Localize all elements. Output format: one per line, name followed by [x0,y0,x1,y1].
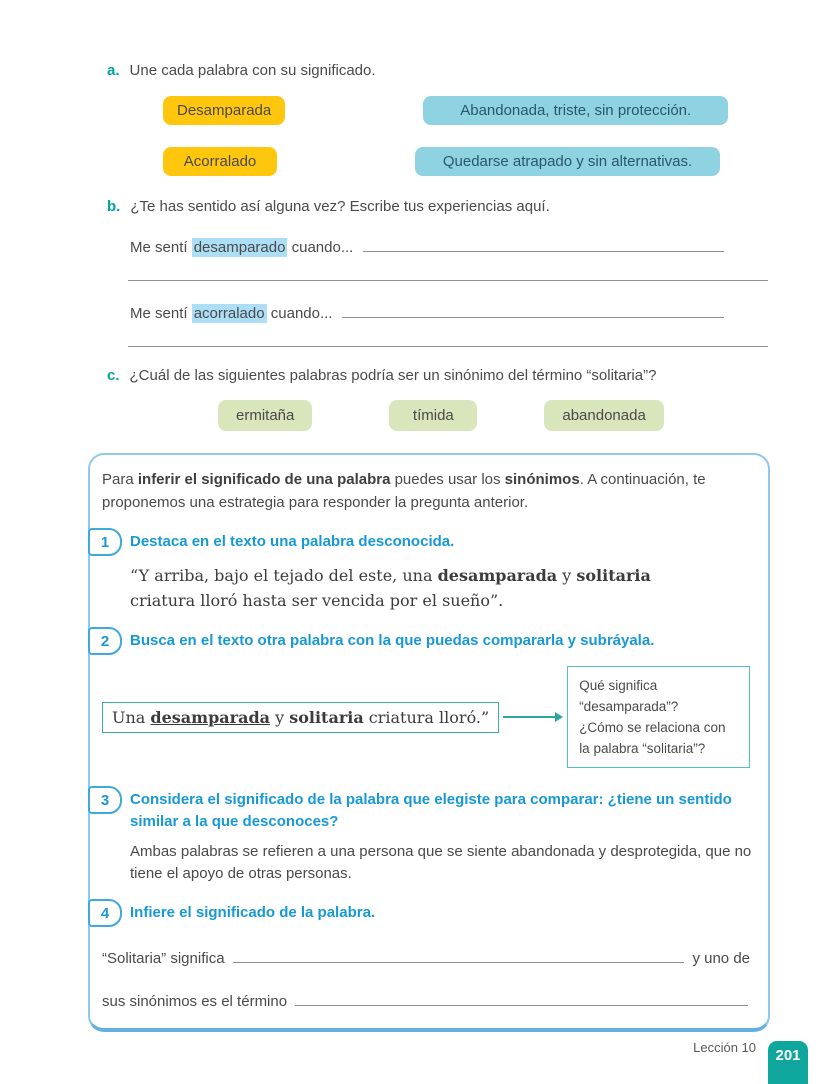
answer-line-1b[interactable] [128,280,768,281]
match-row-2 [163,147,770,176]
section-c [107,367,770,431]
step-2 [102,630,750,652]
excerpt-p5: criatura lloró.” [363,707,490,727]
fill-2-pre: sus sinónimos es el término [102,993,288,1010]
fill-1-pre: “Solitaria” significa [102,950,225,967]
excerpt-p3: y [270,707,290,727]
step-3-body: Ambas palabras se refieren a una persona que se siente abandonada y desprotegida, que no tiene el apoyo de otras personas. [130,843,752,882]
step-1-badge [88,528,122,556]
section-a [107,0,770,176]
intro-p3: puedes usar los [390,471,505,488]
sentence-starter-1 [130,239,353,256]
excerpt-underlined-desamparada: desamparada [150,707,270,727]
option-timida[interactable]: tímida [389,400,477,431]
question-line-1: Qué significa “desamparada”? [579,678,679,714]
answer-line-2[interactable] [342,317,724,318]
word-chip-acorralado[interactable]: Acorralado [163,147,277,176]
arrow-shaft [503,716,555,718]
question-line-3: la palabra “solitaria”? [579,741,706,756]
section-b-letter: b. [107,198,121,215]
right-arrow-icon [503,712,563,722]
question-line-2: ¿Cómo se relaciona con [579,720,726,735]
step-2-badge [88,627,122,655]
matching-exercise [163,96,770,176]
sentence-starter-2 [130,305,332,322]
excerpt-p1: Una [112,707,151,727]
question-box [567,666,750,768]
section-c-prompt: ¿Cuál de las siguientes palabras podría ser un sinónimo del término “solitaria”? [129,367,657,384]
comparison-diagram [102,666,750,768]
step-3-badge [88,786,122,814]
step-4-badge [88,899,122,927]
source-quote [130,563,695,613]
highlighted-word-acorralado: acorralado [193,305,265,322]
arrow-head [555,712,563,722]
answer-line-1[interactable] [363,251,724,252]
line2-post: cuando... [266,305,333,322]
step-3-number: 3 [100,791,110,809]
intro-p1: Para [102,471,138,488]
experience-line-2 [130,305,724,322]
step-3 [102,789,750,885]
quote-p3: y [557,566,577,585]
answer-line-2b[interactable] [128,346,768,347]
quote-bold-desamparada: desamparada [437,566,558,585]
match-row-1 [163,96,770,125]
section-c-letter: c. [107,367,120,384]
experience-line-1 [130,239,724,256]
quote-p5: criatura lloró hasta ser vencida por el sueño”. [130,591,504,610]
line1-pre: Me sentí [130,239,192,256]
step-1-title: Destaca en el texto una palabra desconocida. [130,533,455,550]
fill-in-line-1 [102,950,750,967]
section-a-letter: a. [107,62,120,79]
step-3-title: Considera el significado de la palabra que elegiste para comparar: ¿tiene un sentido similar a la que desconoces? [130,791,732,830]
step-1 [102,531,750,553]
line2-pre: Me sentí [130,305,192,322]
section-b-prompt: ¿Te has sentido así alguna vez? Escribe tus experiencias aquí. [130,198,550,215]
option-abandonada[interactable]: abandonada [544,400,663,431]
step-2-title: Busca en el texto otra palabra con la que puedas compararla y subráyala. [130,632,655,649]
fill-blank-2[interactable] [295,1005,748,1006]
quote-p1: “Y arriba, bajo el tejado del este, una [130,566,438,585]
excerpt-box [102,702,499,733]
strategy-box [88,453,770,1032]
meaning-chip-abandonada[interactable]: Abandonada, triste, sin protección. [423,96,728,125]
lesson-label: Lección 10 [693,1040,756,1055]
fill-1-post: y uno de [692,950,750,967]
step-2-number: 2 [100,632,110,650]
synonym-options [218,400,770,431]
quote-bold-solitaria: solitaria [576,566,651,585]
step-4-title: Infiere el significado de la palabra. [130,904,376,921]
step-4-number: 4 [100,904,110,922]
step-4 [102,902,750,924]
option-ermitana[interactable]: ermitaña [218,400,312,431]
fill-in-line-2 [102,993,750,1010]
intro-bold-2: sinónimos [504,471,580,488]
fill-blank-1[interactable] [233,962,685,963]
intro-bold-1: inferir el significado de una palabra [137,471,391,488]
strategy-intro [102,468,742,514]
excerpt-bold-solitaria: solitaria [289,707,364,727]
page-number-badge: 201 [768,1041,808,1084]
line1-post: cuando... [287,239,354,256]
highlighted-word-desamparado: desamparado [193,239,286,256]
step-1-number: 1 [100,533,110,551]
section-a-prompt: Une cada palabra con su significado. [129,62,376,79]
word-chip-desamparada[interactable]: Desamparada [163,96,285,125]
section-b [107,198,770,347]
intro-p5: . A continuación, te proponemos una estrategia para responder la pregunta anterior. [102,471,706,511]
meaning-chip-atrapado[interactable]: Quedarse atrapado y sin alternativas. [415,147,720,176]
